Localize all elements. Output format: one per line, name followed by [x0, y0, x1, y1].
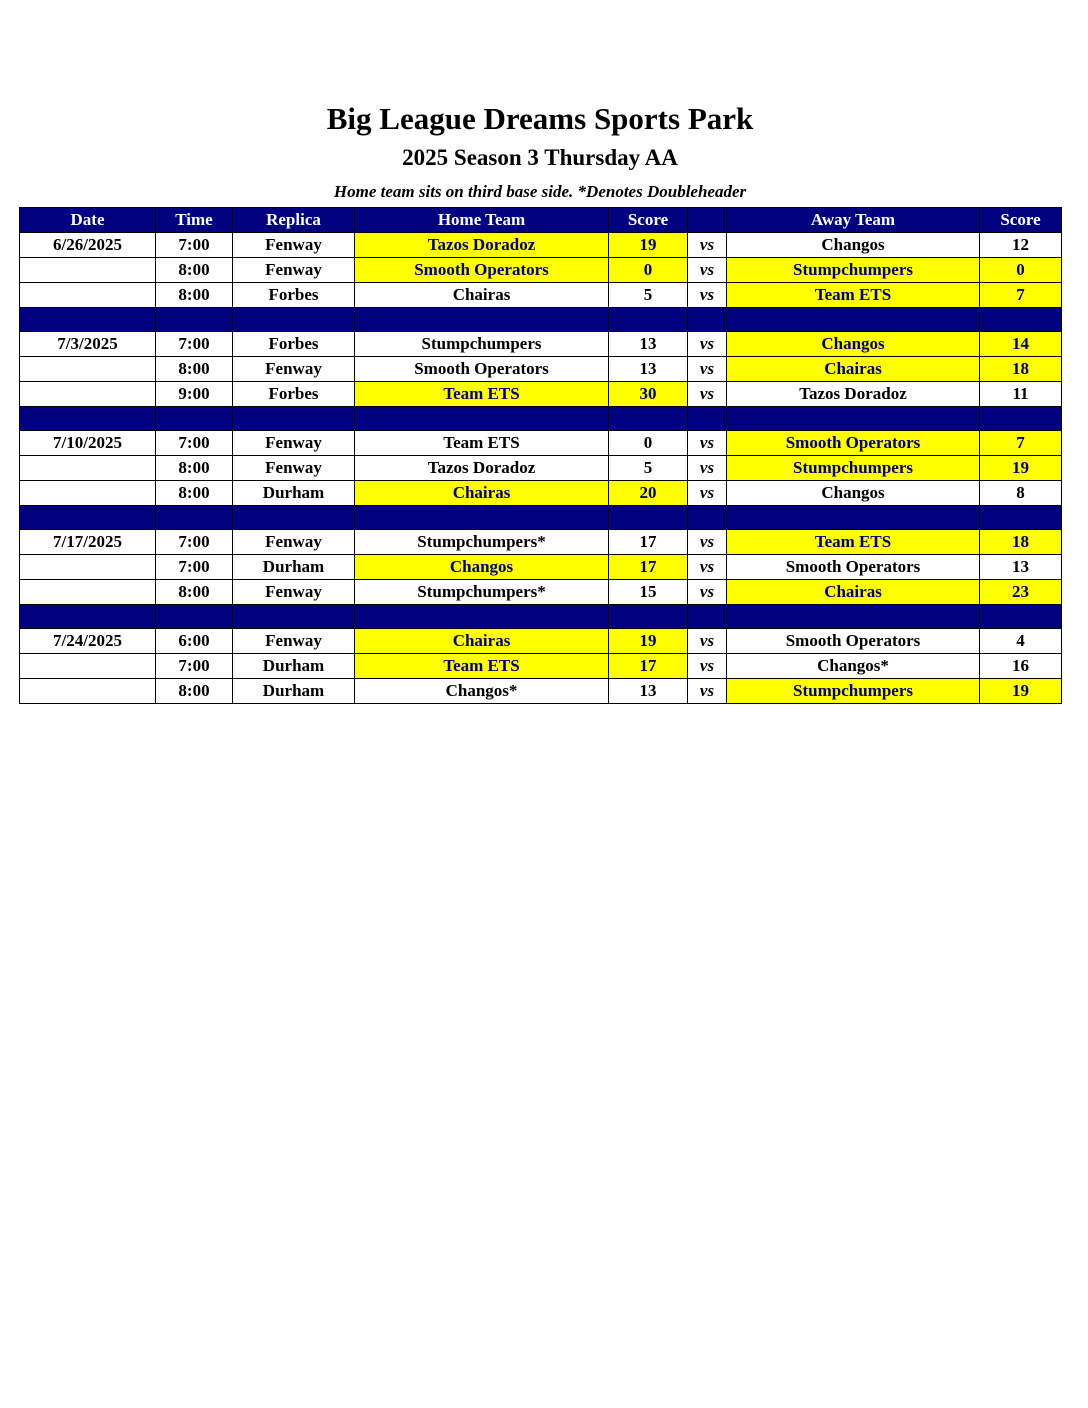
away-score: 19: [980, 679, 1062, 704]
away-team: Chairas: [727, 357, 980, 382]
away-team: Smooth Operators: [727, 629, 980, 654]
separator-cell: [727, 506, 980, 530]
vs-label: vs: [688, 357, 727, 382]
away-score: 14: [980, 332, 1062, 357]
game-replica: Durham: [233, 654, 355, 679]
game-time: 7:00: [156, 555, 233, 580]
separator-cell: [355, 407, 609, 431]
separator-cell: [980, 506, 1062, 530]
game-time: 7:00: [156, 431, 233, 456]
game-time: 6:00: [156, 629, 233, 654]
vs-label: vs: [688, 481, 727, 506]
home-team: Changos: [355, 555, 609, 580]
separator-cell: [609, 605, 688, 629]
col-date: Date: [20, 208, 156, 233]
game-date: [20, 258, 156, 283]
separator-cell: [233, 407, 355, 431]
game-date: [20, 357, 156, 382]
separator-cell: [727, 308, 980, 332]
home-score: 13: [609, 332, 688, 357]
game-time: 8:00: [156, 481, 233, 506]
game-replica: Durham: [233, 481, 355, 506]
home-score: 0: [609, 431, 688, 456]
table-row: [20, 679, 1062, 704]
game-time: 8:00: [156, 258, 233, 283]
game-time: 8:00: [156, 456, 233, 481]
away-team: Changos*: [727, 654, 980, 679]
table-row: [20, 332, 1062, 357]
game-date: [20, 456, 156, 481]
game-date: [20, 481, 156, 506]
game-time: 8:00: [156, 283, 233, 308]
away-score: 12: [980, 233, 1062, 258]
vs-label: vs: [688, 258, 727, 283]
away-team: Team ETS: [727, 283, 980, 308]
game-date: [20, 654, 156, 679]
game-replica: Fenway: [233, 456, 355, 481]
away-team: Stumpchumpers: [727, 679, 980, 704]
col-home-team: Home Team: [355, 208, 609, 233]
col-replica: Replica: [233, 208, 355, 233]
separator-cell: [355, 308, 609, 332]
separator-cell: [156, 308, 233, 332]
game-time: 7:00: [156, 530, 233, 555]
away-team: Changos: [727, 233, 980, 258]
game-replica: Fenway: [233, 233, 355, 258]
away-score: 19: [980, 456, 1062, 481]
home-team: Smooth Operators: [355, 258, 609, 283]
home-score: 0: [609, 258, 688, 283]
home-team: Team ETS: [355, 654, 609, 679]
separator-cell: [688, 308, 727, 332]
game-date: [20, 580, 156, 605]
home-team: Team ETS: [355, 431, 609, 456]
home-score: 13: [609, 679, 688, 704]
away-score: 7: [980, 431, 1062, 456]
separator-cell: [688, 605, 727, 629]
game-date: [20, 555, 156, 580]
home-team: Changos*: [355, 679, 609, 704]
home-team: Stumpchumpers: [355, 332, 609, 357]
home-team: Stumpchumpers*: [355, 580, 609, 605]
away-team: Chairas: [727, 580, 980, 605]
table-row: [20, 258, 1062, 283]
game-time: 7:00: [156, 233, 233, 258]
away-score: 13: [980, 555, 1062, 580]
game-replica: Durham: [233, 679, 355, 704]
col-time: Time: [156, 208, 233, 233]
away-score: 18: [980, 530, 1062, 555]
game-time: 8:00: [156, 580, 233, 605]
table-header-row: [20, 208, 1062, 233]
away-team: Changos: [727, 481, 980, 506]
home-score: 19: [609, 233, 688, 258]
vs-label: vs: [688, 332, 727, 357]
home-team: Tazos Doradoz: [355, 456, 609, 481]
separator-cell: [980, 605, 1062, 629]
table-row: [20, 530, 1062, 555]
separator-cell: [20, 308, 156, 332]
game-replica: Forbes: [233, 332, 355, 357]
col-away-team: Away Team: [727, 208, 980, 233]
separator-cell: [233, 605, 355, 629]
vs-label: vs: [688, 431, 727, 456]
game-replica: Forbes: [233, 283, 355, 308]
away-team: Stumpchumpers: [727, 456, 980, 481]
separator-cell: [727, 407, 980, 431]
separator-cell: [688, 407, 727, 431]
vs-label: vs: [688, 233, 727, 258]
game-replica: Durham: [233, 555, 355, 580]
home-team: Stumpchumpers*: [355, 530, 609, 555]
home-team: Tazos Doradoz: [355, 233, 609, 258]
home-team: Chairas: [355, 629, 609, 654]
table-row: [20, 357, 1062, 382]
away-score: 11: [980, 382, 1062, 407]
away-team: Stumpchumpers: [727, 258, 980, 283]
away-score: 4: [980, 629, 1062, 654]
away-team: Smooth Operators: [727, 431, 980, 456]
separator-cell: [20, 605, 156, 629]
game-replica: Forbes: [233, 382, 355, 407]
col-vs: [688, 208, 727, 233]
away-score: 8: [980, 481, 1062, 506]
separator-cell: [156, 605, 233, 629]
week-separator: [20, 605, 1062, 629]
separator-cell: [355, 605, 609, 629]
vs-label: vs: [688, 654, 727, 679]
game-time: 9:00: [156, 382, 233, 407]
schedule-table: [19, 207, 1062, 704]
vs-label: vs: [688, 283, 727, 308]
separator-cell: [609, 407, 688, 431]
separator-cell: [980, 407, 1062, 431]
col-home-score: Score: [609, 208, 688, 233]
away-team: Tazos Doradoz: [727, 382, 980, 407]
game-date: 7/24/2025: [20, 629, 156, 654]
week-separator: [20, 407, 1062, 431]
vs-label: vs: [688, 679, 727, 704]
game-date: [20, 679, 156, 704]
page-title: Big League Dreams Sports Park: [326, 101, 754, 136]
vs-label: vs: [688, 456, 727, 481]
game-replica: Fenway: [233, 629, 355, 654]
game-date: [20, 283, 156, 308]
separator-cell: [156, 407, 233, 431]
table-row: [20, 456, 1062, 481]
separator-cell: [156, 506, 233, 530]
separator-cell: [727, 605, 980, 629]
separator-cell: [233, 506, 355, 530]
home-score: 17: [609, 555, 688, 580]
table-row: [20, 555, 1062, 580]
game-date: [20, 382, 156, 407]
vs-label: vs: [688, 530, 727, 555]
away-score: 16: [980, 654, 1062, 679]
game-replica: Fenway: [233, 530, 355, 555]
col-away-score: Score: [980, 208, 1062, 233]
game-date: 7/3/2025: [20, 332, 156, 357]
home-score: 13: [609, 357, 688, 382]
away-team: Team ETS: [727, 530, 980, 555]
game-replica: Fenway: [233, 357, 355, 382]
home-score: 15: [609, 580, 688, 605]
table-row: [20, 580, 1062, 605]
game-time: 7:00: [156, 332, 233, 357]
game-time: 8:00: [156, 679, 233, 704]
separator-cell: [980, 308, 1062, 332]
vs-label: vs: [688, 555, 727, 580]
page-subtitle: 2025 Season 3 Thursday AA: [402, 145, 678, 170]
home-score: 5: [609, 456, 688, 481]
home-team: Chairas: [355, 481, 609, 506]
vs-label: vs: [688, 580, 727, 605]
vs-label: vs: [688, 382, 727, 407]
away-score: 23: [980, 580, 1062, 605]
table-row: [20, 654, 1062, 679]
schedule-body: [20, 233, 1062, 704]
game-replica: Fenway: [233, 580, 355, 605]
separator-cell: [355, 506, 609, 530]
week-separator: [20, 506, 1062, 530]
table-row: [20, 481, 1062, 506]
separator-cell: [609, 308, 688, 332]
vs-label: vs: [688, 629, 727, 654]
separator-cell: [609, 506, 688, 530]
away-team: Smooth Operators: [727, 555, 980, 580]
home-team: Team ETS: [355, 382, 609, 407]
game-time: 7:00: [156, 654, 233, 679]
game-date: 7/10/2025: [20, 431, 156, 456]
home-score: 5: [609, 283, 688, 308]
schedule-note: Home team sits on third base side. *Denotes Doubleheader: [333, 182, 747, 201]
game-time: 8:00: [156, 357, 233, 382]
separator-cell: [233, 308, 355, 332]
separator-cell: [20, 407, 156, 431]
home-score: 20: [609, 481, 688, 506]
game-replica: Fenway: [233, 431, 355, 456]
home-score: 30: [609, 382, 688, 407]
home-team: Smooth Operators: [355, 357, 609, 382]
home-score: 19: [609, 629, 688, 654]
table-row: [20, 233, 1062, 258]
table-row: [20, 629, 1062, 654]
game-date: 7/17/2025: [20, 530, 156, 555]
away-score: 18: [980, 357, 1062, 382]
game-date: 6/26/2025: [20, 233, 156, 258]
separator-cell: [20, 506, 156, 530]
away-score: 0: [980, 258, 1062, 283]
game-replica: Fenway: [233, 258, 355, 283]
home-team: Chairas: [355, 283, 609, 308]
table-row: [20, 431, 1062, 456]
home-score: 17: [609, 530, 688, 555]
home-score: 17: [609, 654, 688, 679]
week-separator: [20, 308, 1062, 332]
away-score: 7: [980, 283, 1062, 308]
table-row: [20, 382, 1062, 407]
table-row: [20, 283, 1062, 308]
away-team: Changos: [727, 332, 980, 357]
separator-cell: [688, 506, 727, 530]
